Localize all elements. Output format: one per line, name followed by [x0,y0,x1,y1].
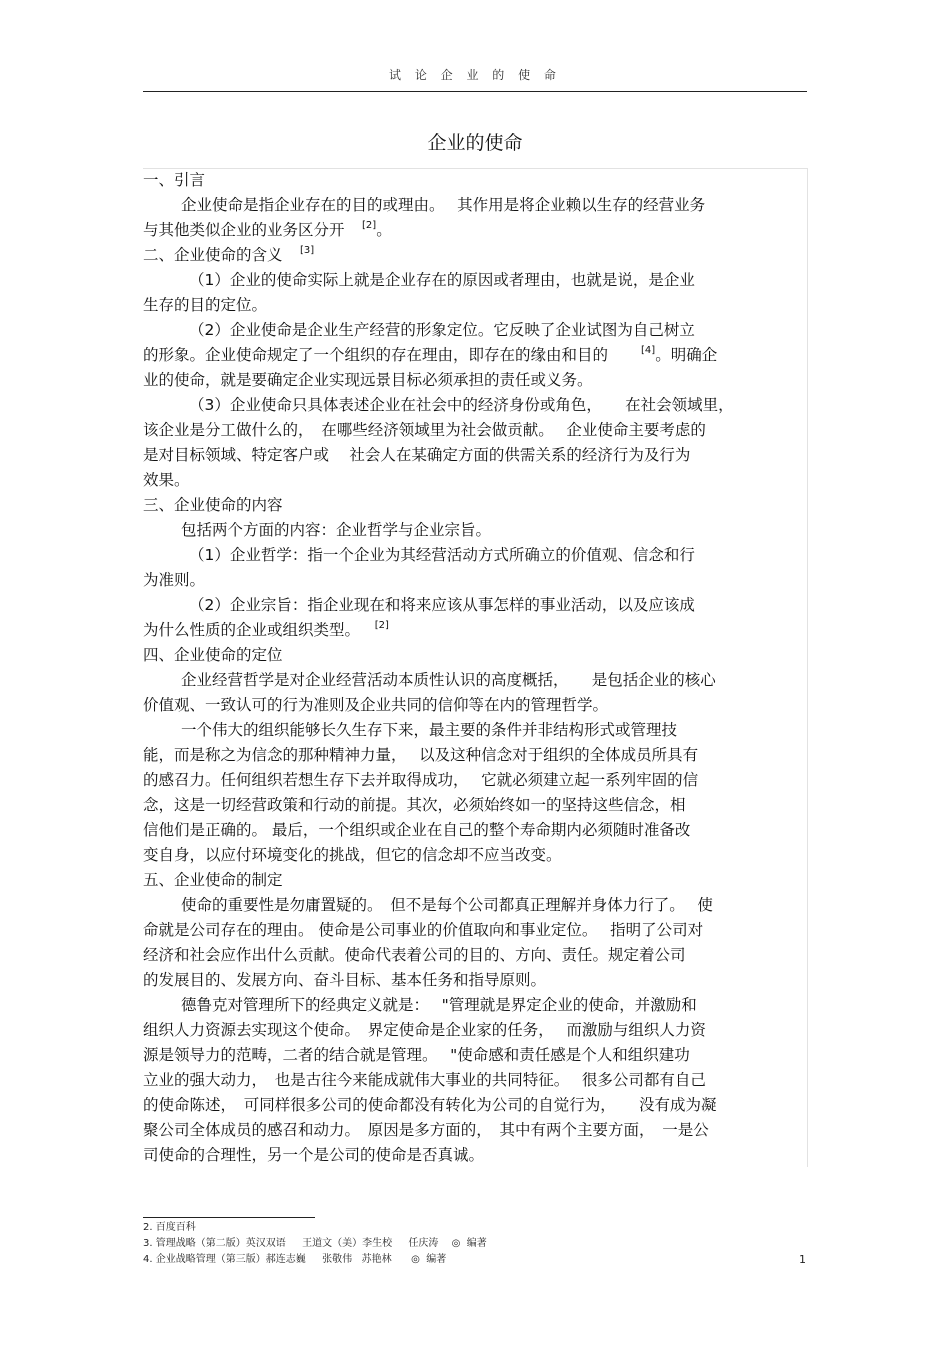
text-line [143,918,807,943]
running-header: 试 论 企 业 的 使 命 [389,68,561,82]
line-text-tail: 。明确企 [655,346,718,364]
footnote: 4. 企业战略管理（第三版）郝连志巍 张敬伟 苏艳林 ◎ 编著 [143,1254,447,1265]
text-line [143,268,807,293]
text-line [143,468,807,493]
line-text: 立业的强大动力， 也是古往今来能成就伟大事业的共同特征。 很多公司都有自己 [143,1071,706,1089]
line-text: 司使命的合理性，另一个是公司的使命是否真诚。 [143,1146,485,1164]
text-line [143,718,807,743]
text-line [143,568,807,593]
text-line [143,1093,807,1118]
text-line [143,318,807,343]
footnotes [143,1220,487,1268]
line-text: 五、企业使命的制定 [143,871,283,889]
document-title: 企业的使命 [427,132,523,154]
text-line [143,1018,807,1043]
text-line [143,543,807,568]
text-line [143,843,807,868]
footnote: 3. 管理战略（第二版）英汉双语 王道文（美）李生校 任庆涛 ◎ 编著 [143,1238,487,1249]
line-text: 与其他类似企业的业务区分开 [143,221,361,239]
line-text: （1）企业哲学：指一个企业为其经营活动方式所确立的价值观、信念和行 [189,546,695,564]
text-line [143,218,807,243]
text-line [143,993,807,1018]
citation-ref: [2] [374,620,389,631]
line-text: 为什么性质的企业或组织类型。 [143,621,373,639]
line-text: 业的使命，就是要确定企业实现远景目标必须承担的责任或义务。 [143,371,593,389]
line-text: 为准则。 [143,571,206,589]
text-line [143,418,807,443]
text-line [143,243,807,268]
footnote: 2. 百度百科 [143,1222,196,1233]
line-text: 的发展目的、发展方向、奋斗目标、基本任务和指导原则。 [143,971,547,989]
header-divider [143,91,807,92]
line-text: （3）企业使命只具体表述企业在社会中的经济身份或角色， 在社会领域里， [189,396,734,414]
text-line [143,1043,807,1068]
line-text: 三、企业使命的内容 [143,496,283,514]
text-line [143,168,807,193]
citation-ref: [3] [300,245,315,256]
body-text [143,168,807,1168]
line-text: 德鲁克对管理所下的经典定义就是： "管理就是界定企业的使命，并激励和 [181,996,697,1014]
line-text: 企业经营哲学是对企业经营活动本质性认识的高度概括， 是包括企业的核心 [181,671,716,689]
text-line [143,293,807,318]
line-text: 聚公司全体成员的感召和动力。 原因是多方面的， 其中有两个主要方面， 一是公 [143,1121,709,1139]
text-line [143,1118,807,1143]
text-line [143,1068,807,1093]
line-text: 变自身，以应付环境变化的挑战，但它的信念却不应当改变。 [143,846,562,864]
text-line [143,518,807,543]
line-text: 经济和社会应作出什么贡献。使命代表着公司的目的、方向、责任。规定着公司 [143,946,686,964]
text-line [143,343,807,368]
line-text: 能，而是称之为信念的那种精神力量， 以及这种信念对于组织的全体成员所具有 [143,746,699,764]
line-text: 包括两个方面的内容：企业哲学与企业宗旨。 [181,521,492,539]
line-text: 命就是公司存在的理由。 使命是公司事业的价值取向和事业定位。 指明了公司对 [143,921,704,939]
text-line [143,693,807,718]
line-text: （1）企业的使命实际上就是企业存在的原因或者理由，也就是说，是企业 [189,271,695,289]
text-line [143,743,807,768]
text-line [143,668,807,693]
page-number: 1 [799,1253,806,1266]
text-line [143,443,807,468]
line-text: 的形象。企业使命规定了一个组织的存在理由，即存在的缘由和目的 [143,346,640,364]
text-line [143,393,807,418]
line-text: 价值观、一致认可的行为准则及企业共同的信仰等在内的管理哲学。 [143,696,609,714]
line-text: 是对目标领域、特定客户或 社会人在某确定方面的供需关系的经济行为及行为 [143,446,691,464]
line-text: （2）企业使命是企业生产经营的形象定位。它反映了企业试图为自己树立 [189,321,695,339]
line-text-tail: 。 [376,221,392,239]
line-text: 一个伟大的组织能够长久生存下来，最主要的条件并非结构形式或管理技 [181,721,678,739]
text-line [143,868,807,893]
line-text: 生存的目的定位。 [143,296,268,314]
line-text: 二、企业使命的含义 [143,246,299,264]
line-text: 一、引言 [143,171,206,189]
line-text: 的使命陈述， 可同样很多公司的使命都没有转化为公司的自觉行为， 没有成为凝 [143,1096,717,1114]
text-line [143,618,807,643]
line-text: 该企业是分工做什么的， 在哪些经济领域里为社会做贡献。 企业使命主要考虑的 [143,421,706,439]
line-text: 的感召力。任何组织若想生存下去并取得成功， 它就必须建立起一系列牢固的信 [143,771,699,789]
text-line [143,818,807,843]
line-text: （2）企业宗旨：指企业现在和将来应该从事怎样的事业活动，以及应该成 [189,596,695,614]
text-line [143,943,807,968]
line-text: 使命的重要性是勿庸置疑的。 但不是每个公司都真正理解并身体力行了。 使 [181,896,713,914]
text-line [143,368,807,393]
text-line [143,793,807,818]
line-text: 念，这是一切经营政策和行动的前提。其次，必须始终如一的坚持这些信念，相 [143,796,686,814]
text-line [143,643,807,668]
text-line [143,968,807,993]
line-text: 企业使命是指企业存在的目的或理由。 其作用是将企业赖以生存的经营业务 [181,196,706,214]
line-text: 信他们是正确的。 最后，一个组织或企业在自己的整个寿命期内必须随时准备改 [143,821,691,839]
line-text: 四、企业使命的定位 [143,646,283,664]
line-text: 组织人力资源去实现这个使命。 界定使命是企业家的任务， 而激励与组织人力资 [143,1021,706,1039]
citation-ref: [2] [362,220,377,231]
text-line [143,893,807,918]
footnote-divider [143,1217,315,1218]
text-line [143,593,807,618]
text-line [143,1143,807,1168]
text-line [143,768,807,793]
line-text: 效果。 [143,471,190,489]
text-line [143,493,807,518]
citation-ref: [4] [641,345,656,356]
text-line [143,193,807,218]
line-text: 源是领导力的范畴，二者的结合就是管理。 "使命感和责任感是个人和组织建功 [143,1046,690,1064]
